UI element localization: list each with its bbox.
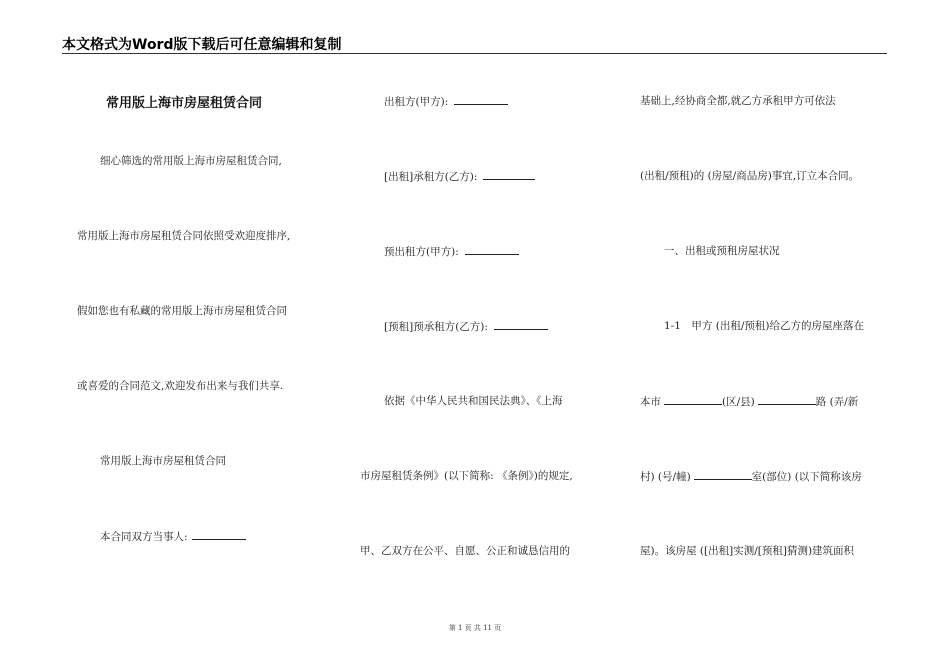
road-blank xyxy=(758,394,816,405)
col1-line-5: 常用版上海市房屋租赁合同 xyxy=(100,455,226,467)
col2-line-1 xyxy=(384,94,508,109)
pre-lessee-blank xyxy=(494,319,548,330)
pre-lessor-label: 预出租方(甲方): xyxy=(384,246,459,258)
lessor-label: 出租方(甲方): xyxy=(384,96,449,108)
building-label: 村) (号/幢) xyxy=(640,471,691,483)
header-divider xyxy=(62,53,887,54)
col2-line-7: 甲、乙双方在公平、自愿、公正和诚恳信用的 xyxy=(360,545,570,557)
col1-line-2: 常用版上海市房屋租赁合同依照受欢迎度排序, xyxy=(77,230,291,242)
col2-line-4 xyxy=(384,319,548,334)
parties-label: 本合同双方当事人: xyxy=(100,531,188,543)
parties-blank xyxy=(192,529,246,540)
col2-line-2 xyxy=(384,169,535,184)
col3-line-2: (出租/预租)的 (房屋/商品房)事宜,订立本合同。 xyxy=(640,170,860,182)
col1-line-1: 细心筛选的常用版上海市房屋租赁合同, xyxy=(100,155,282,167)
header-title: 本文格式为Word版下载后可任意编辑和复制 xyxy=(62,37,342,53)
road-label: 路 (弄/新 xyxy=(815,396,859,408)
lessee-blank xyxy=(483,169,535,180)
col3-line-3: 一、出租或预租房屋状况 xyxy=(664,245,780,257)
col1-line-3: 假如您也有私藏的常用版上海市房屋租赁合同 xyxy=(77,305,287,317)
pre-lessee-label: [预租]预承租方(乙方): xyxy=(384,321,488,333)
document-title: 常用版上海市房屋租赁合同 xyxy=(106,96,263,111)
pre-lessor-blank xyxy=(465,244,519,255)
col3-line-6 xyxy=(640,469,862,484)
col2-line-6: 市房屋租赁条例》(以下简称: 《条例》)的规定, xyxy=(360,470,573,482)
col1-line-4: 或喜爱的合同范文,欢迎发布出来与我们共享. xyxy=(77,380,284,392)
district-blank xyxy=(664,394,722,405)
col2-line-5: 依据《中华人民共和国民法典》、《上海 xyxy=(384,395,563,407)
room-blank xyxy=(694,469,752,480)
city-label: 本市 xyxy=(640,396,661,408)
col2-line-3 xyxy=(384,244,519,259)
col3-line-1: 基础上,经协商全都,就乙方承租甲方可依法 xyxy=(640,95,836,107)
page-number: 第 1 页 共 11 页 xyxy=(448,624,502,632)
col1-line-6 xyxy=(100,529,246,544)
col3-line-5 xyxy=(640,394,858,409)
lessor-blank xyxy=(454,94,508,105)
district-label: (区/县) xyxy=(722,396,755,408)
room-label: 室(部位) (以下简称该房 xyxy=(751,471,862,483)
lessee-label: [出租]承租方(乙方): xyxy=(384,171,478,183)
col3-line-7: 屋)。该房屋 ([出租]实测/[预租]猜测)建筑面积 xyxy=(640,545,855,557)
col3-line-4: 1-1 甲方 (出租/预租)给乙方的房屋座落在 xyxy=(664,320,864,332)
